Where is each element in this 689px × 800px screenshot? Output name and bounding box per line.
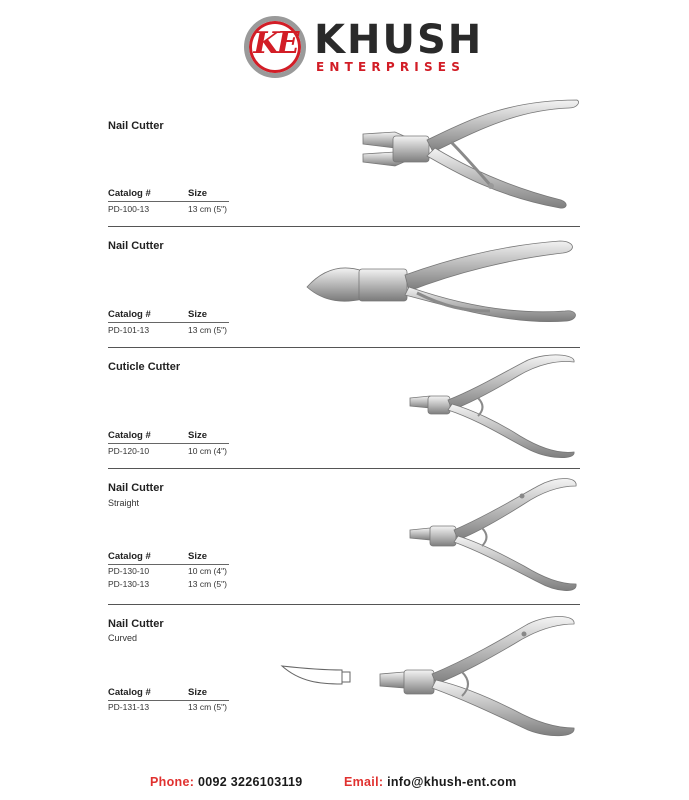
catalog-number: PD-130-10 (108, 566, 150, 576)
size-header: Size (188, 551, 208, 562)
catalog-header: Catalog # (108, 188, 151, 199)
size-value: 10 cm (4") (188, 566, 227, 576)
nail-cutter-image (305, 237, 580, 337)
product-title: Nail Cutter (108, 240, 164, 252)
nail-cutter-image (355, 92, 585, 212)
footer-phone (150, 775, 303, 789)
size-value: 13 cm (5") (188, 702, 227, 712)
catalog-number: PD-120-10 (108, 446, 150, 456)
section-divider (108, 226, 580, 227)
catalog-number: PD-131-13 (108, 702, 150, 712)
product-title: Cuticle Cutter (108, 361, 181, 373)
catalog-header: Catalog # (108, 687, 151, 698)
straight-nail-cutter-image (408, 474, 580, 598)
catalog-number: PD-101-13 (108, 325, 150, 335)
size-value: 13 cm (5") (188, 325, 227, 335)
product-subtitle: Curved (108, 633, 138, 643)
size-header: Size (188, 687, 208, 698)
curved-nail-cutter-image (378, 612, 578, 742)
section-divider (108, 347, 580, 348)
product-title: Nail Cutter (108, 482, 164, 494)
header-rule (108, 564, 229, 565)
curved-jaw-detail-image (280, 662, 354, 692)
size-value: 10 cm (4") (188, 446, 227, 456)
catalog-header: Catalog # (108, 551, 151, 562)
size-header: Size (188, 430, 208, 441)
section-divider (108, 604, 580, 605)
catalog-number: PD-100-13 (108, 204, 150, 214)
header-rule (108, 201, 229, 202)
catalog-header: Catalog # (108, 309, 151, 320)
footer-email (344, 775, 517, 789)
header-rule (108, 443, 229, 444)
product-subtitle: Straight (108, 498, 140, 508)
section-divider (108, 468, 580, 469)
cuticle-cutter-image (408, 352, 578, 464)
size-header: Size (188, 309, 208, 320)
logo-wordmark: KHUSH (314, 17, 484, 63)
size-value: 13 cm (5") (188, 204, 227, 214)
logo-monogram: KE (253, 26, 297, 61)
size-header: Size (188, 188, 208, 199)
phone-label: Phone: (150, 775, 195, 789)
product-title: Nail Cutter (108, 618, 164, 630)
header-rule (108, 322, 229, 323)
header-rule (108, 700, 229, 701)
logo-subtitle: ENTERPRISES (316, 60, 466, 74)
email-address[interactable]: info@khush-ent.com (387, 775, 517, 789)
product-title: Nail Cutter (108, 120, 164, 132)
size-value: 13 cm (5") (188, 579, 227, 589)
phone-number[interactable]: 0092 3226103119 (197, 775, 303, 789)
email-label: Email: (344, 775, 384, 789)
catalog-header: Catalog # (108, 430, 151, 441)
catalog-number: PD-130-13 (108, 579, 150, 589)
